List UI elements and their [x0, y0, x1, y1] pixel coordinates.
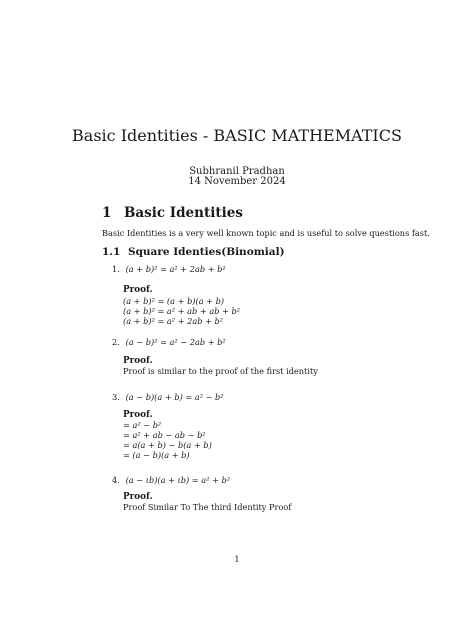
identity-item	[112, 475, 230, 485]
identity-statement: (a + b)² = a² + 2ab + b²	[125, 264, 226, 274]
author-name: Subhranil Pradhan	[189, 166, 285, 177]
identity-statement: (a − ιb)(a + ιb) = a² + b²	[125, 475, 230, 485]
proof-line: Proof is similar to the proof of the first identity	[123, 366, 318, 376]
proof-line: (a + b)² = (a + b)(a + b)	[123, 296, 225, 306]
identity-statement: (a − b)² = a² − 2ab + b²	[125, 337, 226, 347]
section-number: 1	[102, 205, 112, 221]
proof-label: Proof.	[123, 410, 153, 420]
identity-statement: (a − b)(a + b) = a² − b²	[125, 392, 224, 402]
identity-item	[112, 264, 226, 274]
item-number: 3.	[112, 392, 120, 402]
document-title: Basic Identities - BASIC MATHEMATICS	[72, 126, 402, 145]
proof-line: = a² + ab − ab − b²	[123, 430, 206, 440]
intro-paragraph: Basic Identities is a very well known topic and is useful to solve questions fast.	[102, 228, 430, 238]
item-number: 1.	[112, 264, 120, 274]
subsection-heading	[102, 246, 285, 258]
document-date: 14 November 2024	[188, 176, 286, 187]
section-heading	[102, 205, 243, 221]
subsection-title: Square Identies(Binomial)	[128, 246, 285, 258]
section-title: Basic Identities	[124, 205, 243, 221]
subsection-number: 1.1	[102, 246, 121, 258]
identity-item	[112, 392, 224, 402]
item-number: 4.	[112, 475, 120, 485]
proof-line: (a + b)² = a² + ab + ab + b²	[123, 306, 241, 316]
identity-item	[112, 337, 226, 347]
page-number: 1	[234, 554, 240, 564]
proof-line: = a(a + b) − b(a + b)	[123, 440, 212, 450]
proof-line: = (a − b)(a + b)	[123, 450, 190, 460]
proof-label: Proof.	[123, 285, 153, 295]
proof-line: = a² − b²	[123, 420, 162, 430]
item-number: 2.	[112, 337, 120, 347]
proof-label: Proof.	[123, 356, 153, 366]
proof-line: Proof Similar To The third Identity Proof	[123, 502, 292, 512]
proof-line: (a + b)² = a² + 2ab + b²	[123, 316, 224, 326]
proof-label: Proof.	[123, 492, 153, 502]
